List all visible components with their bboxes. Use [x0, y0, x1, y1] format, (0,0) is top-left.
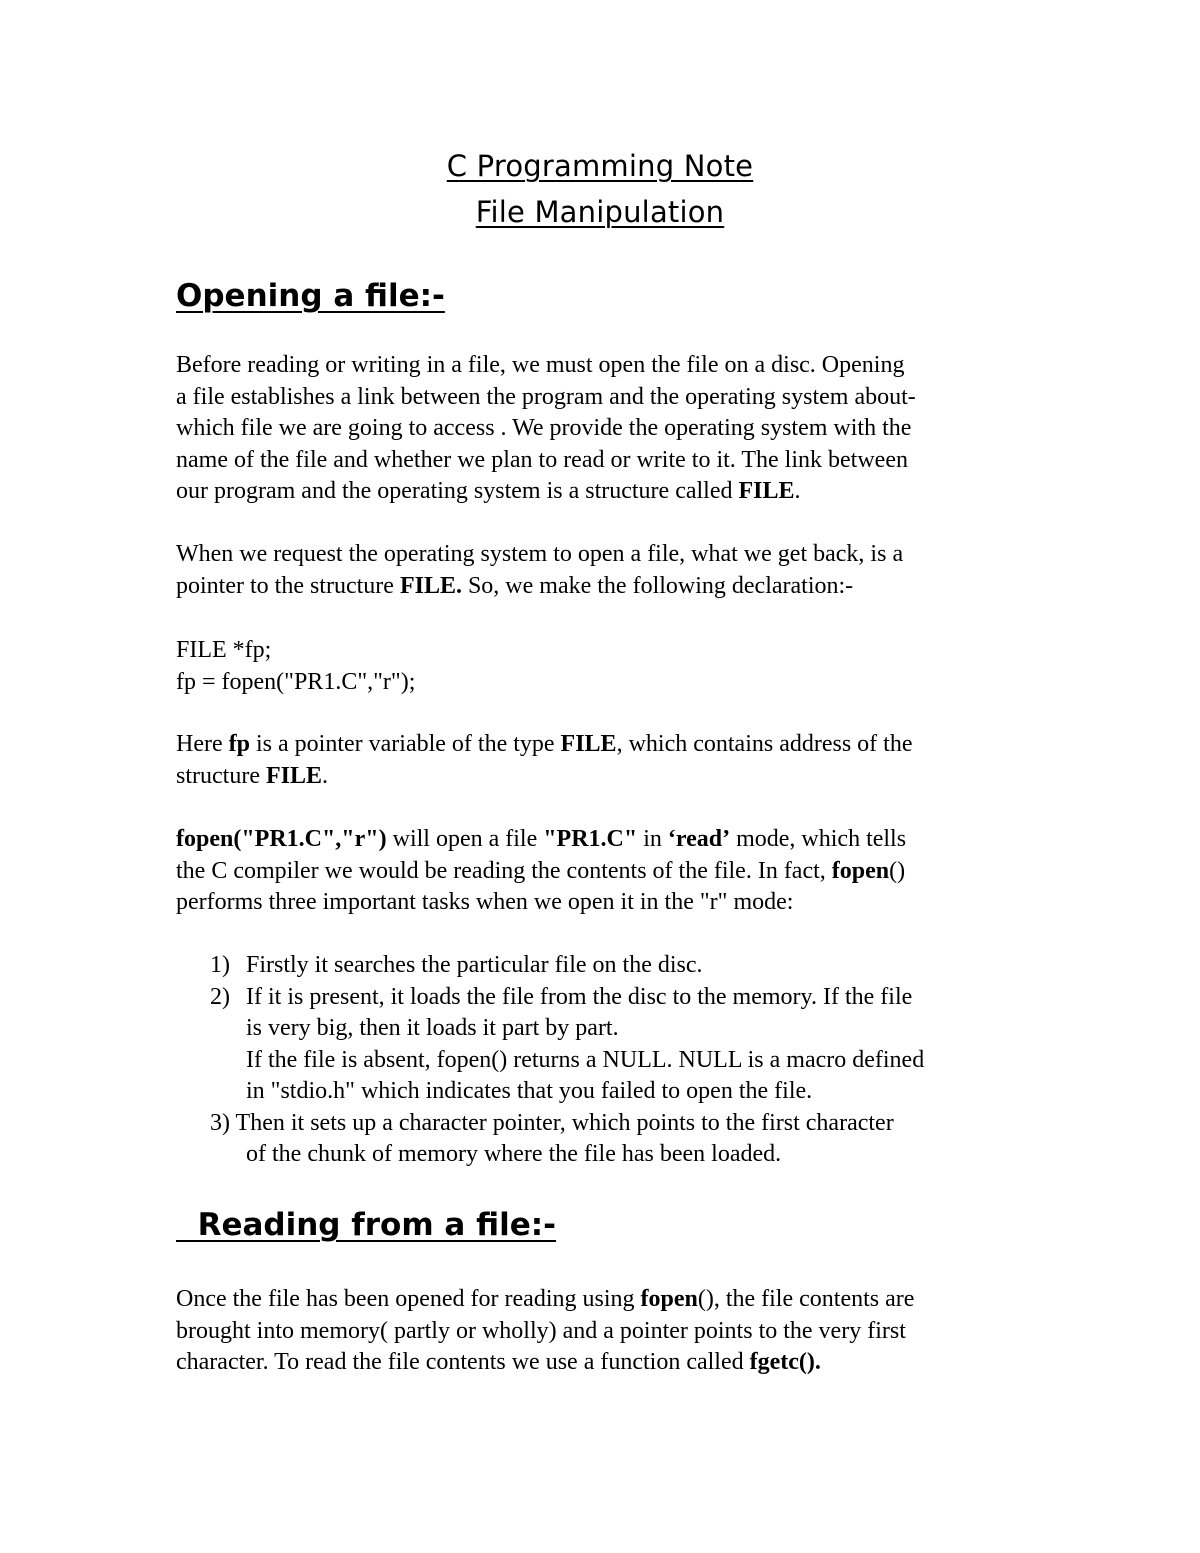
text-line: Before reading or writing in a file, we must open the file on a disc. Opening: [176, 352, 905, 378]
code-declaration: [176, 635, 1036, 698]
document-title: C Programming Note: [446, 149, 754, 183]
text-line: character. To read the file contents we use a function called fgetc().: [176, 1349, 821, 1375]
code-line: FILE *fp;: [176, 637, 272, 663]
text-line: structure FILE.: [176, 762, 328, 789]
text-line: brought into memory( partly or wholly) and a pointer points to the very first: [176, 1317, 906, 1344]
text-line: name of the file and whether we plan to read or write to it. The link between: [176, 446, 908, 473]
text-line: the C compiler we would be reading the contents of the file. In fact, fopen(): [176, 857, 906, 884]
list-item-continuation: in "stdio.h" which indicates that you failed to open the file.: [246, 1078, 813, 1104]
text-line: Once the file has been opened for reading using fopen(), the file contents are: [176, 1286, 915, 1312]
text-line: Here fp is a pointer variable of the type FILE, which contains address of the: [176, 731, 913, 757]
text-line: pointer to the structure FILE. So, we make the following declaration:-: [176, 572, 854, 599]
list-item: 2) If it is present, it loads the file from the disc to the memory. If the file: [210, 983, 913, 1010]
section-heading-opening: Opening a file:-: [176, 278, 445, 314]
list-item: 1) Firstly it searches the particular file on the disc.: [210, 952, 703, 978]
section-heading-reading: Reading from a file:-: [176, 1207, 557, 1243]
paragraph-fp-explanation: [176, 729, 1036, 792]
list-item-continuation: is very big, then it loads it part by part.: [246, 1015, 619, 1041]
list-item-continuation: If the file is absent, fopen() returns a NULL. NULL is a macro defined: [246, 1046, 925, 1073]
fopen-tasks-list: [176, 950, 1036, 1171]
paragraph-reading: [176, 1284, 1036, 1379]
list-item: 3) Then it sets up a character pointer, which points to the first character: [210, 1109, 894, 1136]
text-line: which file we are going to access . We provide the operating system with the: [176, 415, 912, 441]
list-item-continuation: of the chunk of memory where the file has been loaded.: [246, 1141, 782, 1167]
text-line: When we request the operating system to open a file, what we get back, is a: [176, 541, 904, 567]
code-line: fp = fopen("PR1.C","r");: [176, 668, 416, 695]
paragraph-opening-intro: [176, 350, 1036, 508]
text-line: performs three important tasks when we open it in the "r" mode:: [176, 889, 794, 915]
text-line: fopen("PR1.C","r") will open a file "PR1.C" in ‘read’ mode, which tells: [176, 826, 907, 852]
paragraph-pointer: [176, 539, 1036, 602]
text-line: our program and the operating system is a structure called FILE.: [176, 478, 801, 504]
document-subtitle: File Manipulation: [475, 195, 725, 229]
text-line: a file establishes a link between the program and the operating system about-: [176, 383, 916, 410]
paragraph-fopen: [176, 824, 1036, 919]
